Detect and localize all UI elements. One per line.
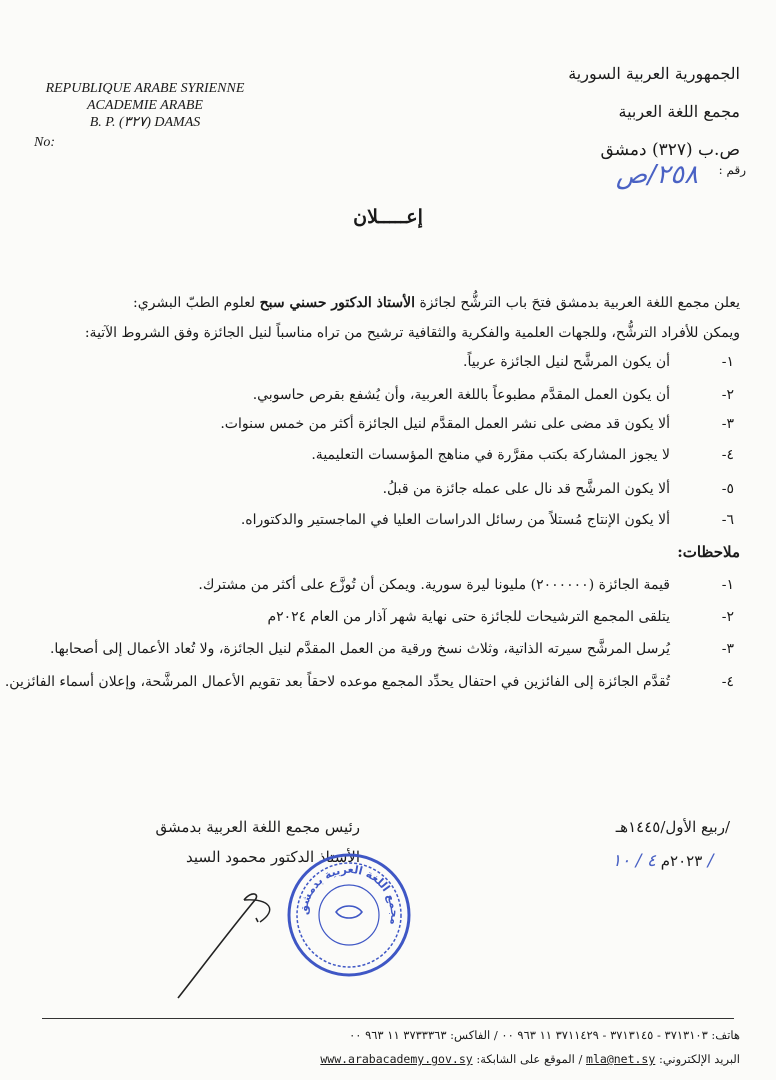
handwritten-signature	[160, 870, 300, 1010]
fr-country: REPUBLIQUE ARABE SYRIENNE	[45, 81, 245, 96]
date-gregorian-handwritten: ٤ / ١٠ /	[612, 851, 714, 871]
svg-text:مجمع اللغة العربية بدمشق	[297, 863, 401, 926]
date-hijri: /ربيع الأول/١٤٤٥هـ	[615, 818, 730, 836]
ar-academy: مجمع اللغة العربية	[618, 102, 740, 121]
ref-label: رقم :	[718, 163, 746, 177]
ar-country: الجمهورية العربية السورية	[568, 64, 740, 83]
signatory-title: رئيس مجمع اللغة العربية بدمشق	[155, 818, 360, 836]
signatory-name: الأستاذ الدكتور محمود السيد	[186, 848, 360, 866]
condition-item: ٢- أن يكون العمل المقدَّم مطبوعاً باللغة العربية، وأن يُشفع بقرص حاسوبي.	[252, 387, 734, 403]
condition-item: ٥- ألا يكون المرشَّح قد نال على عمله جائزة من قبلُ.	[382, 481, 734, 497]
condition-item: ١- أن يكون المرشَّح لنيل الجائزة عربياً.	[463, 354, 734, 370]
no-label: No:	[34, 135, 55, 150]
note-item: ١- قيمة الجائزة (٢٠٠٠٠٠٠) مليونا ليرة سورية. ويمكن أن تُوزَّع على أكثر من مشترك.	[198, 577, 734, 593]
date-gregorian	[612, 844, 713, 878]
email-link[interactable]: mla@net.sy	[586, 1052, 656, 1066]
note-item: ٢- يتلقى المجمع الترشيحات للجائزة حتى نهاية شهر آذار من العام ٢٠٢٤م	[267, 609, 734, 625]
announcement-title: إعـــــلان	[353, 206, 423, 228]
fr-address: B. P. (٣٢٧) DAMAS	[89, 115, 201, 130]
email-label: البريد الإلكتروني:	[658, 1052, 740, 1066]
prize-name: الأستاذ الدكتور حسني سبح	[259, 295, 415, 311]
official-stamp	[284, 850, 414, 980]
intro-line-2: ويمكن للأفراد الترشُّح، وللجهات العلمية والفكرية والثقافية ترشيح من تراه مناسباً لنيل الجائزة وفق الشروط الآتية:	[84, 325, 740, 341]
fr-academy: ACADEMIE ARABE	[87, 98, 203, 113]
condition-item: ٦- ألا يكون الإنتاج مُستلاً من رسائل الدراسات العليا في الماجستير والدكتوراه.	[240, 512, 734, 528]
letterhead-french	[30, 80, 260, 131]
website-link[interactable]: www.arabacademy.gov.sy	[320, 1052, 473, 1066]
stamp-text: مجمع اللغة العربية بدمشق	[296, 862, 402, 926]
notes-heading: ملاحظات:	[677, 543, 740, 561]
note-item: ٤- تُقدَّم الجائزة إلى الفائزين في احتفال يحدِّد المجمع موعده لاحقاً بعد تقويم الأعمال المرشَّحة، وإعلان أسماء الفائزين.	[4, 674, 734, 690]
footer-contact	[20, 1052, 740, 1066]
condition-item: ٤- لا يجوز المشاركة بكتب مقرَّرة في مناهج المؤسسات التعليمية.	[311, 447, 734, 463]
letterhead-arabic	[568, 55, 740, 169]
ref-number-handwritten: ٢٥٨/ص	[615, 160, 698, 190]
date-gregorian-year: ٢٠٢٣م	[660, 852, 703, 870]
intro-line-1: يعلن مجمع اللغة العربية بدمشق فتحَ باب الترشُّح لجائزة الأستاذ الدكتور حسني سبح لعلوم الطبّ البشري:	[133, 295, 740, 311]
ar-address: ص.ب (٣٢٧) دمشق	[600, 140, 740, 160]
note-item: ٣- يُرسل المرشَّح سيرته الذاتية، وثلاث نسخ ورقية من العمل المقدَّم لنيل الجائزة، ولا تُعاد الأعمال إلى أصحابها.	[49, 641, 734, 657]
condition-item: ٣- ألا يكون قد مضى على نشر العمل المقدَّم لنيل الجائزة أكثر من خمس سنوات.	[220, 416, 734, 432]
website-label: / الموقع على الشابكة:	[476, 1052, 583, 1066]
footer-divider	[42, 1018, 734, 1019]
intro-paragraph	[40, 288, 740, 348]
footer-phones: هاتف: ٣٧١٣١٠٣ - ٣٧١٣١٤٥ - ٣٧١١٤٢٩ ١١ ٩٦٣ ٠٠ / الفاكس: ٣٧٣٣٣٦٣ ١١ ٩٦٣ ٠٠	[349, 1028, 740, 1042]
